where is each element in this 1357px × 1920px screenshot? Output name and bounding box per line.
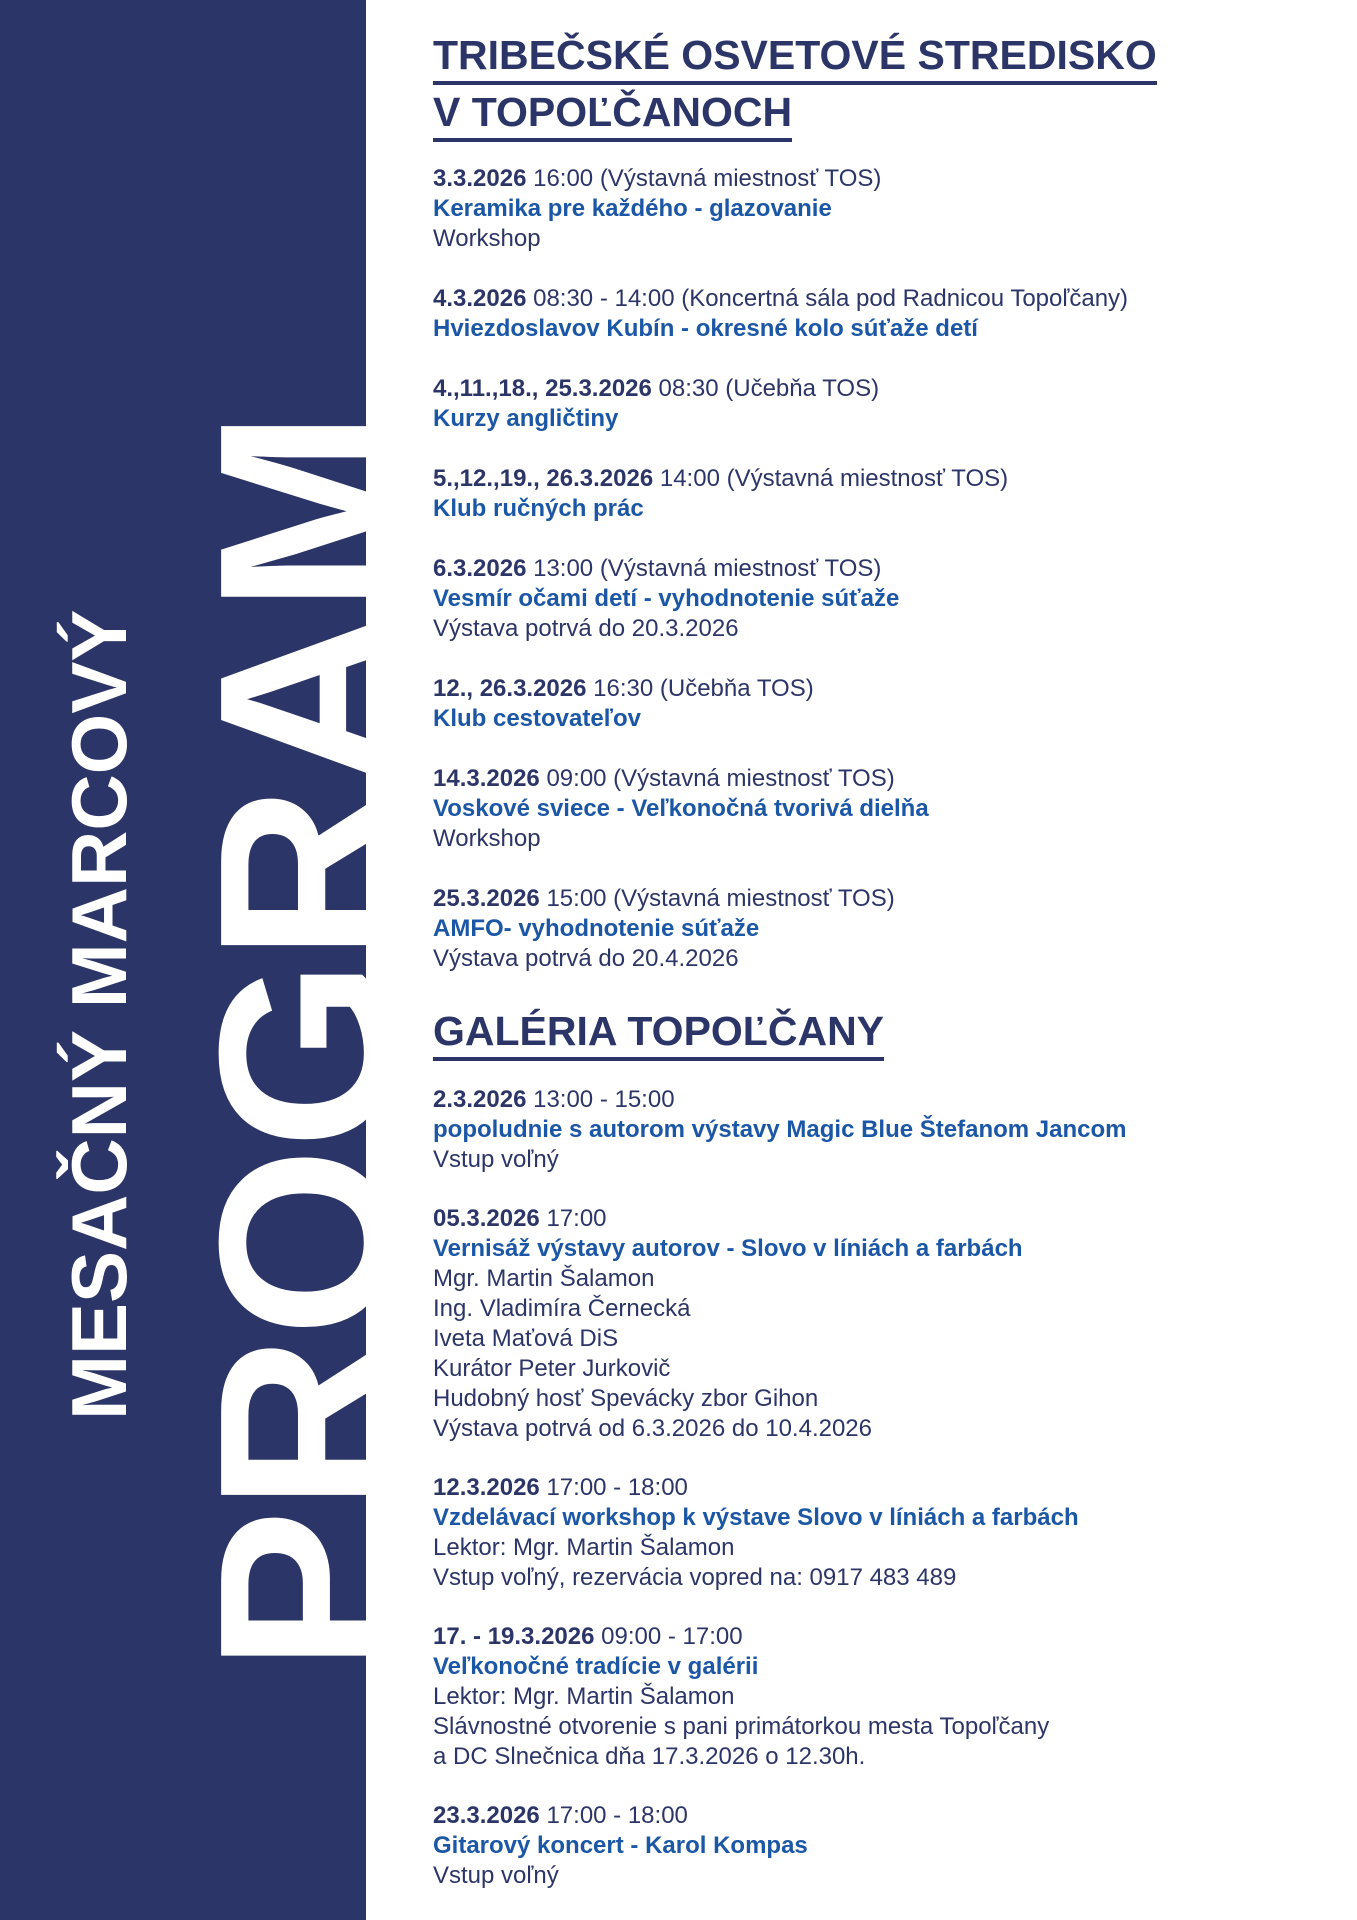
event-title: AMFO- vyhodnotenie súťaže bbox=[433, 915, 760, 942]
event-meta bbox=[433, 164, 1333, 194]
event-meta bbox=[433, 764, 1333, 794]
event-title: Klub cestovateľov bbox=[433, 705, 641, 732]
event-date: 4.,11.,18., 25.3.2026 bbox=[433, 375, 652, 402]
event-title: Kurzy angličtiny bbox=[433, 405, 619, 432]
event-time-place: 09:00 - 17:00 bbox=[594, 1623, 743, 1650]
event-note: Ing. Vladimíra Černecká bbox=[433, 1295, 691, 1322]
event-title: Klub ručných prác bbox=[433, 495, 644, 522]
event-note: Hudobný hosť Spevácky zbor Gihon bbox=[433, 1385, 819, 1412]
section-title-galeria bbox=[433, 1004, 1333, 1061]
event-meta bbox=[433, 1801, 1333, 1831]
event-item bbox=[433, 764, 1333, 854]
event-time-place: 09:00 (Výstavná miestnosť TOS) bbox=[539, 765, 895, 792]
event-note: Mgr. Martin Šalamon bbox=[433, 1265, 655, 1292]
event-time-place: 17:00 - 18:00 bbox=[539, 1802, 688, 1829]
event-note: Výstava potrvá do 20.4.2026 bbox=[433, 945, 739, 972]
event-item bbox=[433, 1622, 1333, 1772]
program-content bbox=[433, 28, 1333, 1920]
event-note: Výstava potrvá do 20.3.2026 bbox=[433, 615, 739, 642]
event-note: Vstup voľný bbox=[433, 1146, 559, 1173]
event-time-place: 15:00 (Výstavná miestnosť TOS) bbox=[539, 885, 895, 912]
event-date: 5.,12.,19., 26.3.2026 bbox=[433, 465, 654, 492]
event-meta bbox=[433, 1473, 1333, 1503]
event-meta bbox=[433, 284, 1333, 314]
event-item bbox=[433, 554, 1333, 644]
event-item bbox=[433, 1204, 1333, 1444]
event-item bbox=[433, 374, 1333, 434]
event-note: Workshop bbox=[433, 225, 541, 252]
banner-subtitle: MESAČNÝ MARCOVÝ bbox=[55, 609, 143, 1420]
event-date: 12.3.2026 bbox=[433, 1474, 540, 1501]
event-item bbox=[433, 884, 1333, 974]
event-item bbox=[433, 1085, 1333, 1175]
event-time-place: 13:00 - 15:00 bbox=[526, 1086, 675, 1113]
event-time-place: 13:00 (Výstavná miestnosť TOS) bbox=[526, 555, 882, 582]
event-item bbox=[433, 674, 1333, 734]
event-note: Vstup voľný bbox=[433, 1862, 559, 1889]
event-title: Voskové sviece - Veľkonočná tvorivá dielňa bbox=[433, 795, 929, 822]
event-meta bbox=[433, 374, 1333, 404]
event-date: 6.3.2026 bbox=[433, 555, 527, 582]
event-item bbox=[433, 164, 1333, 254]
event-note: Slávnostné otvorenie s pani primátorkou mesta Topoľčany bbox=[433, 1713, 1050, 1740]
event-note: Výstava potrvá od 6.3.2026 do 10.4.2026 bbox=[433, 1415, 872, 1442]
event-title: Veľkonočné tradície v galérii bbox=[433, 1653, 759, 1680]
events-list-tos bbox=[433, 164, 1333, 974]
event-note: a DC Slnečnica dňa 17.3.2026 o 12.30h. bbox=[433, 1743, 866, 1770]
event-title: Keramika pre každého - glazovanie bbox=[433, 195, 832, 222]
section-title-tos bbox=[433, 28, 1333, 142]
event-note: Lektor: Mgr. Martin Šalamon bbox=[433, 1683, 735, 1710]
event-date: 05.3.2026 bbox=[433, 1205, 540, 1232]
event-title: popoludnie s autorom výstavy Magic Blue Štefanom Jancom bbox=[433, 1116, 1127, 1143]
event-date: 12., 26.3.2026 bbox=[433, 675, 587, 702]
event-note: Kurátor Peter Jurkovič bbox=[433, 1355, 671, 1382]
event-note: Vstup voľný, rezervácia vopred na: 0917 483 489 bbox=[433, 1564, 957, 1591]
event-time-place: 16:30 (Učebňa TOS) bbox=[586, 675, 814, 702]
event-date: 25.3.2026 bbox=[433, 885, 540, 912]
event-note: Iveta Maťová DiS bbox=[433, 1325, 619, 1352]
event-date: 3.3.2026 bbox=[433, 165, 527, 192]
event-meta bbox=[433, 1622, 1333, 1652]
event-meta bbox=[433, 464, 1333, 494]
event-item bbox=[433, 464, 1333, 524]
event-date: 4.3.2026 bbox=[433, 285, 527, 312]
banner-big-word: PROGRAM bbox=[168, 411, 441, 1672]
event-date: 2.3.2026 bbox=[433, 1086, 527, 1113]
event-title: Vesmír očami detí - vyhodnotenie súťaže bbox=[433, 585, 900, 612]
event-time-place: 08:30 - 14:00 (Koncertná sála pod Radnicou Topoľčany) bbox=[526, 285, 1129, 312]
event-meta bbox=[433, 884, 1333, 914]
event-time-place: 08:30 (Učebňa TOS) bbox=[651, 375, 880, 402]
section-title-tos-line2: V TOPOĽČANOCH bbox=[433, 87, 792, 142]
event-meta bbox=[433, 554, 1333, 584]
event-meta bbox=[433, 674, 1333, 704]
event-date: 17. - 19.3.2026 bbox=[433, 1623, 595, 1650]
event-title: Vernisáž výstavy autorov - Slovo v líniách a farbách bbox=[433, 1235, 1023, 1262]
event-date: 23.3.2026 bbox=[433, 1802, 540, 1829]
event-date: 14.3.2026 bbox=[433, 765, 540, 792]
event-title: Vzdelávací workshop k výstave Slovo v líniách a farbách bbox=[433, 1504, 1079, 1531]
event-meta bbox=[433, 1085, 1333, 1115]
event-title: Gitarový koncert - Karol Kompas bbox=[433, 1832, 808, 1859]
event-time-place: 17:00 bbox=[539, 1205, 607, 1232]
sidebar-banner bbox=[0, 0, 441, 1920]
event-note: Lektor: Mgr. Martin Šalamon bbox=[433, 1534, 735, 1561]
section-title-tos-line1: TRIBEČSKÉ OSVETOVÉ STREDISKO bbox=[433, 30, 1157, 85]
events-list-galeria bbox=[433, 1085, 1333, 1891]
event-item bbox=[433, 284, 1333, 344]
event-time-place: 16:00 (Výstavná miestnosť TOS) bbox=[526, 165, 882, 192]
section-title-galeria-line1: GALÉRIA TOPOĽČANY bbox=[433, 1006, 884, 1061]
event-meta bbox=[433, 1204, 1333, 1234]
event-item bbox=[433, 1801, 1333, 1891]
event-time-place: 14:00 (Výstavná miestnosť TOS) bbox=[653, 465, 1009, 492]
event-note: Workshop bbox=[433, 825, 541, 852]
event-title: Hviezdoslavov Kubín - okresné kolo súťaže detí bbox=[433, 315, 978, 342]
event-item bbox=[433, 1473, 1333, 1593]
event-time-place: 17:00 - 18:00 bbox=[539, 1474, 688, 1501]
